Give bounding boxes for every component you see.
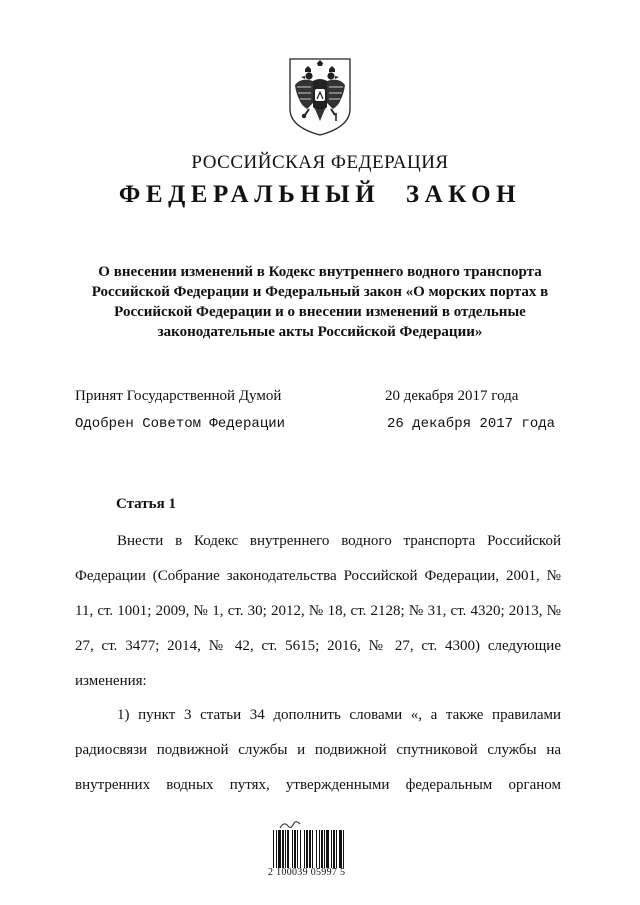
double-headed-eagle-icon	[287, 57, 353, 137]
barcode-number: 2 100039 05997 5	[268, 867, 346, 878]
adoption-date: 20 декабря 2017 года	[385, 388, 519, 404]
barcode-bar	[319, 830, 320, 868]
barcode-bar	[285, 830, 286, 868]
article-paragraph: Внести в Кодекс внутреннего водного транспорта Российской Федерации (Собрание законодательства Российской Федерации, 2001, № 11, ст. 1001; 2009, № 1, ст. 30; 2012, № 18, ст. 2128; № 31, ст. 4320; 2013, № 27, ст. 3477; 2014, № 42, ст. 5615; 2016, № 27, ст. 4300) следующие изменения:	[75, 533, 561, 689]
barcode-bar	[336, 830, 337, 868]
law-title: О внесении изменений в Кодекс внутреннего водного транспорта Российской Федерации и Федеральный закон «О морских портах в Российской Федерации и о внесении изменений в отдельные законодательные акты Российской Федерации»	[91, 264, 549, 340]
barcode-bar	[324, 830, 325, 868]
article-paragraph: 1) пункт 3 статьи 34 дополнить словами «, а также правилами радиосвязи подвижной службы и подвижной спутниковой службы на внутренних водных путях, утвержденными федеральным органом	[75, 707, 561, 793]
barcode-bar	[309, 830, 311, 868]
barcode-icon	[272, 830, 368, 868]
adoption-label: Принят Государственной Думой	[75, 388, 282, 404]
barcode-bar	[326, 830, 329, 868]
barcode-bar	[282, 830, 284, 868]
barcode-bar	[278, 830, 281, 868]
barcode-bar	[300, 830, 301, 868]
country-name: РОССИЙСКАЯ ФЕДЕРАЦИЯ	[191, 152, 449, 173]
adoption-label: Одобрен Советом Федерации	[75, 416, 286, 432]
article-heading: Статья 1	[116, 496, 176, 512]
barcode-bar	[339, 830, 342, 868]
barcode-bar	[297, 830, 298, 868]
barcode-mark-icon	[278, 820, 302, 830]
barcode-bar	[333, 830, 335, 868]
barcode-bar	[304, 830, 305, 868]
barcode-bar	[294, 830, 296, 868]
barcode-block	[268, 820, 372, 880]
barcode-bar	[331, 830, 332, 868]
barcode-bar	[316, 830, 317, 868]
document-type: ФЕДЕРАЛЬНЫЙ ЗАКОН	[118, 181, 522, 208]
barcode-bar	[273, 830, 274, 868]
barcode-bar	[306, 830, 308, 868]
barcode-bar	[312, 830, 313, 868]
barcode-bar	[321, 830, 323, 868]
barcode-bar	[343, 830, 344, 868]
adoption-date: 26 декабря 2017 года	[387, 416, 556, 432]
barcode-bar	[276, 830, 277, 868]
barcode-bar	[292, 830, 293, 868]
barcode-bar	[287, 830, 289, 868]
